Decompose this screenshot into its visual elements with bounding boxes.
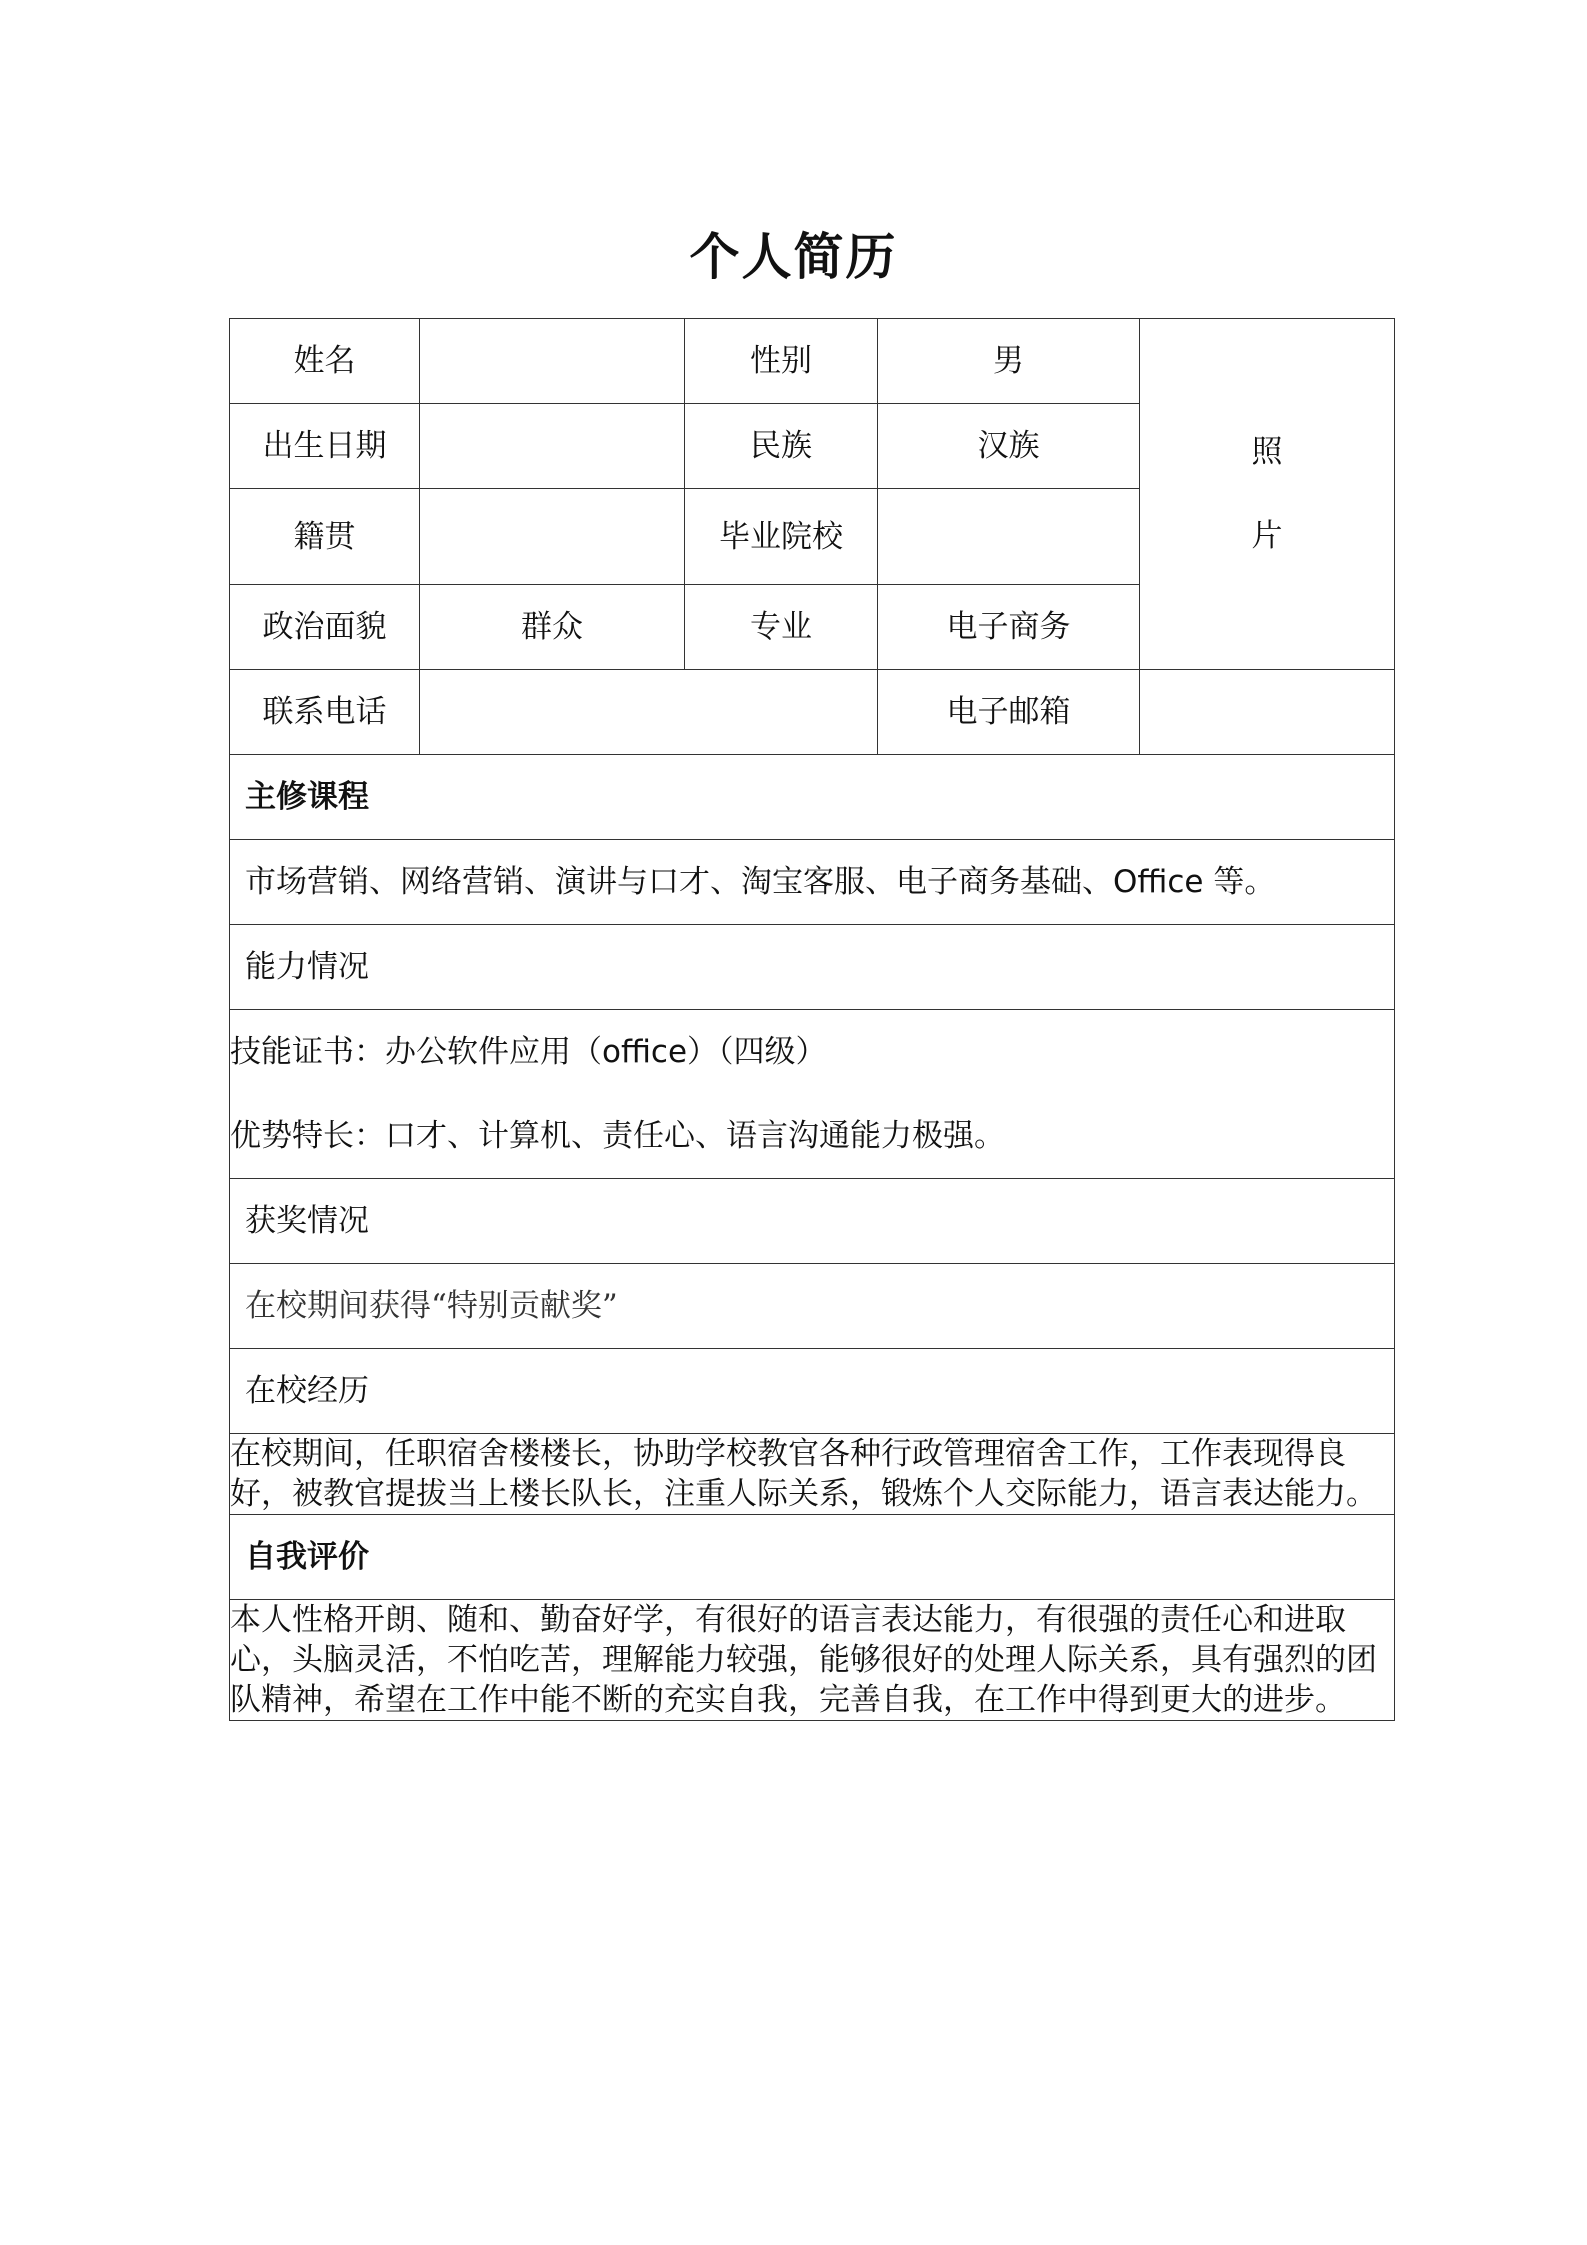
row-name <box>230 319 1395 404</box>
section-self-evaluation-heading <box>230 1515 1395 1600</box>
resume-table <box>229 318 1395 1721</box>
abilities-content[interactable] <box>230 1010 1395 1179</box>
gender-value[interactable]: 男 <box>878 319 1140 404</box>
courses-content[interactable]: 市场营销、网络营销、演讲与口才、淘宝客服、电子商务基础、Office 等。 <box>230 840 1395 925</box>
name-value[interactable] <box>420 319 685 404</box>
section-self-evaluation-content <box>230 1600 1395 1721</box>
section-experience-heading <box>230 1349 1395 1434</box>
section-abilities-content <box>230 1010 1395 1179</box>
school-label: 毕业院校 <box>685 489 878 585</box>
courses-heading: 主修课程 <box>230 755 1395 840</box>
awards-heading: 获奖情况 <box>230 1179 1395 1264</box>
major-value[interactable]: 电子商务 <box>878 585 1140 670</box>
birth-label: 出生日期 <box>230 404 420 489</box>
strengths-line: 优势特长：口才、计算机、责任心、语言沟通能力极强。 <box>230 1118 1005 1154</box>
ethnicity-value[interactable]: 汉族 <box>878 404 1140 489</box>
experience-heading: 在校经历 <box>230 1349 1395 1434</box>
name-label: 姓名 <box>230 319 420 404</box>
experience-content[interactable]: 在校期间，任职宿舍楼楼长，协助学校教官各种行政管理宿舍工作，工作表现得良好，被教官提拔当上楼长队长，注重人际关系，锻炼个人交际能力，语言表达能力。 <box>230 1434 1395 1515</box>
photo-label-1: 照 <box>1251 434 1283 470</box>
ethnicity-label: 民族 <box>685 404 878 489</box>
hometown-value[interactable] <box>420 489 685 585</box>
email-value[interactable] <box>1140 670 1395 755</box>
gender-label: 性别 <box>685 319 878 404</box>
email-label: 电子邮箱 <box>878 670 1140 755</box>
major-label: 专业 <box>685 585 878 670</box>
section-courses-heading <box>230 755 1395 840</box>
section-courses-content <box>230 840 1395 925</box>
section-awards-heading <box>230 1179 1395 1264</box>
photo-cell[interactable] <box>1140 319 1395 670</box>
section-abilities-heading <box>230 925 1395 1010</box>
political-label: 政治面貌 <box>230 585 420 670</box>
phone-value[interactable] <box>420 670 878 755</box>
awards-content[interactable]: 在校期间获得“特别贡献奖” <box>230 1264 1395 1349</box>
phone-label: 联系电话 <box>230 670 420 755</box>
abilities-heading: 能力情况 <box>230 925 1395 1010</box>
self-evaluation-content[interactable]: 本人性格开朗、随和、勤奋好学，有很好的语言表达能力，有很强的责任心和进取心，头脑灵活，不怕吃苦，理解能力较强，能够很好的处理人际关系，具有强烈的团队精神，希望在工作中能不断的充实自我，完善自我，在工作中得到更大的进步。 <box>230 1600 1395 1721</box>
page-title: 个人简历 <box>689 228 898 286</box>
photo-label-2: 片 <box>1251 518 1283 554</box>
birth-value[interactable] <box>420 404 685 489</box>
certificate-line: 技能证书：办公软件应用（office）（四级） <box>230 1034 827 1070</box>
section-awards-content <box>230 1264 1395 1349</box>
section-experience-content <box>230 1434 1395 1515</box>
row-contact <box>230 670 1395 755</box>
political-value[interactable]: 群众 <box>420 585 685 670</box>
self-evaluation-heading: 自我评价 <box>230 1515 1395 1600</box>
hometown-label: 籍贯 <box>230 489 420 585</box>
school-value[interactable] <box>878 489 1140 585</box>
